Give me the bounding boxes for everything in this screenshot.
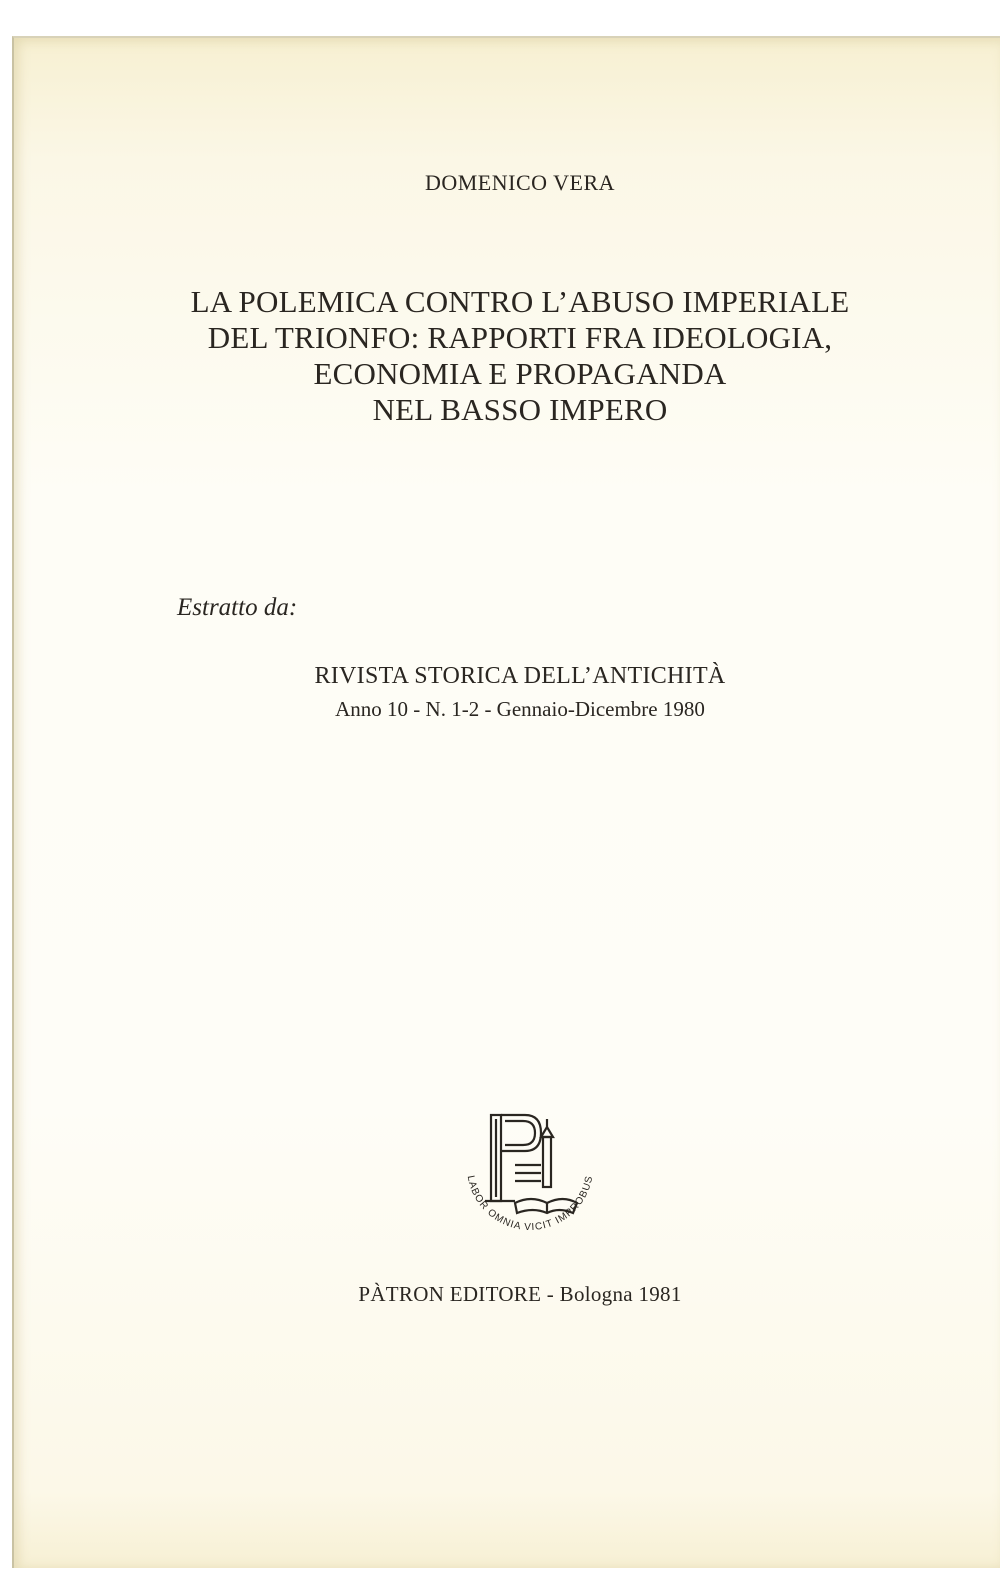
- publisher-line: PÀTRON EDITORE - Bologna 1981: [358, 1282, 682, 1306]
- paper-sheet: [12, 36, 1000, 1568]
- title-line: NEL BASSO IMPERO: [372, 392, 668, 427]
- title-line: LA POLEMICA CONTRO L’ABUSO IMPERIALE: [190, 284, 850, 319]
- journal-name: RIVISTA STORICA DELL’ANTICHITÀ: [314, 663, 726, 689]
- title-line: ECONOMIA E PROPAGANDA: [313, 356, 727, 391]
- author-name: DOMENICO VERA: [424, 170, 616, 195]
- journal-issue: Anno 10 - N. 1-2 - Gennaio-Dicembre 1980: [335, 697, 705, 721]
- document-title: [20, 284, 1000, 428]
- logo-motto: LABOR OMNIA VICIT IMPROBUS: [464, 1174, 596, 1234]
- publisher-logo: [455, 1105, 605, 1255]
- extract-label: Estratto da:: [177, 594, 298, 621]
- title-line: DEL TRIONFO: RAPPORTI FRA IDEOLOGIA,: [207, 320, 833, 355]
